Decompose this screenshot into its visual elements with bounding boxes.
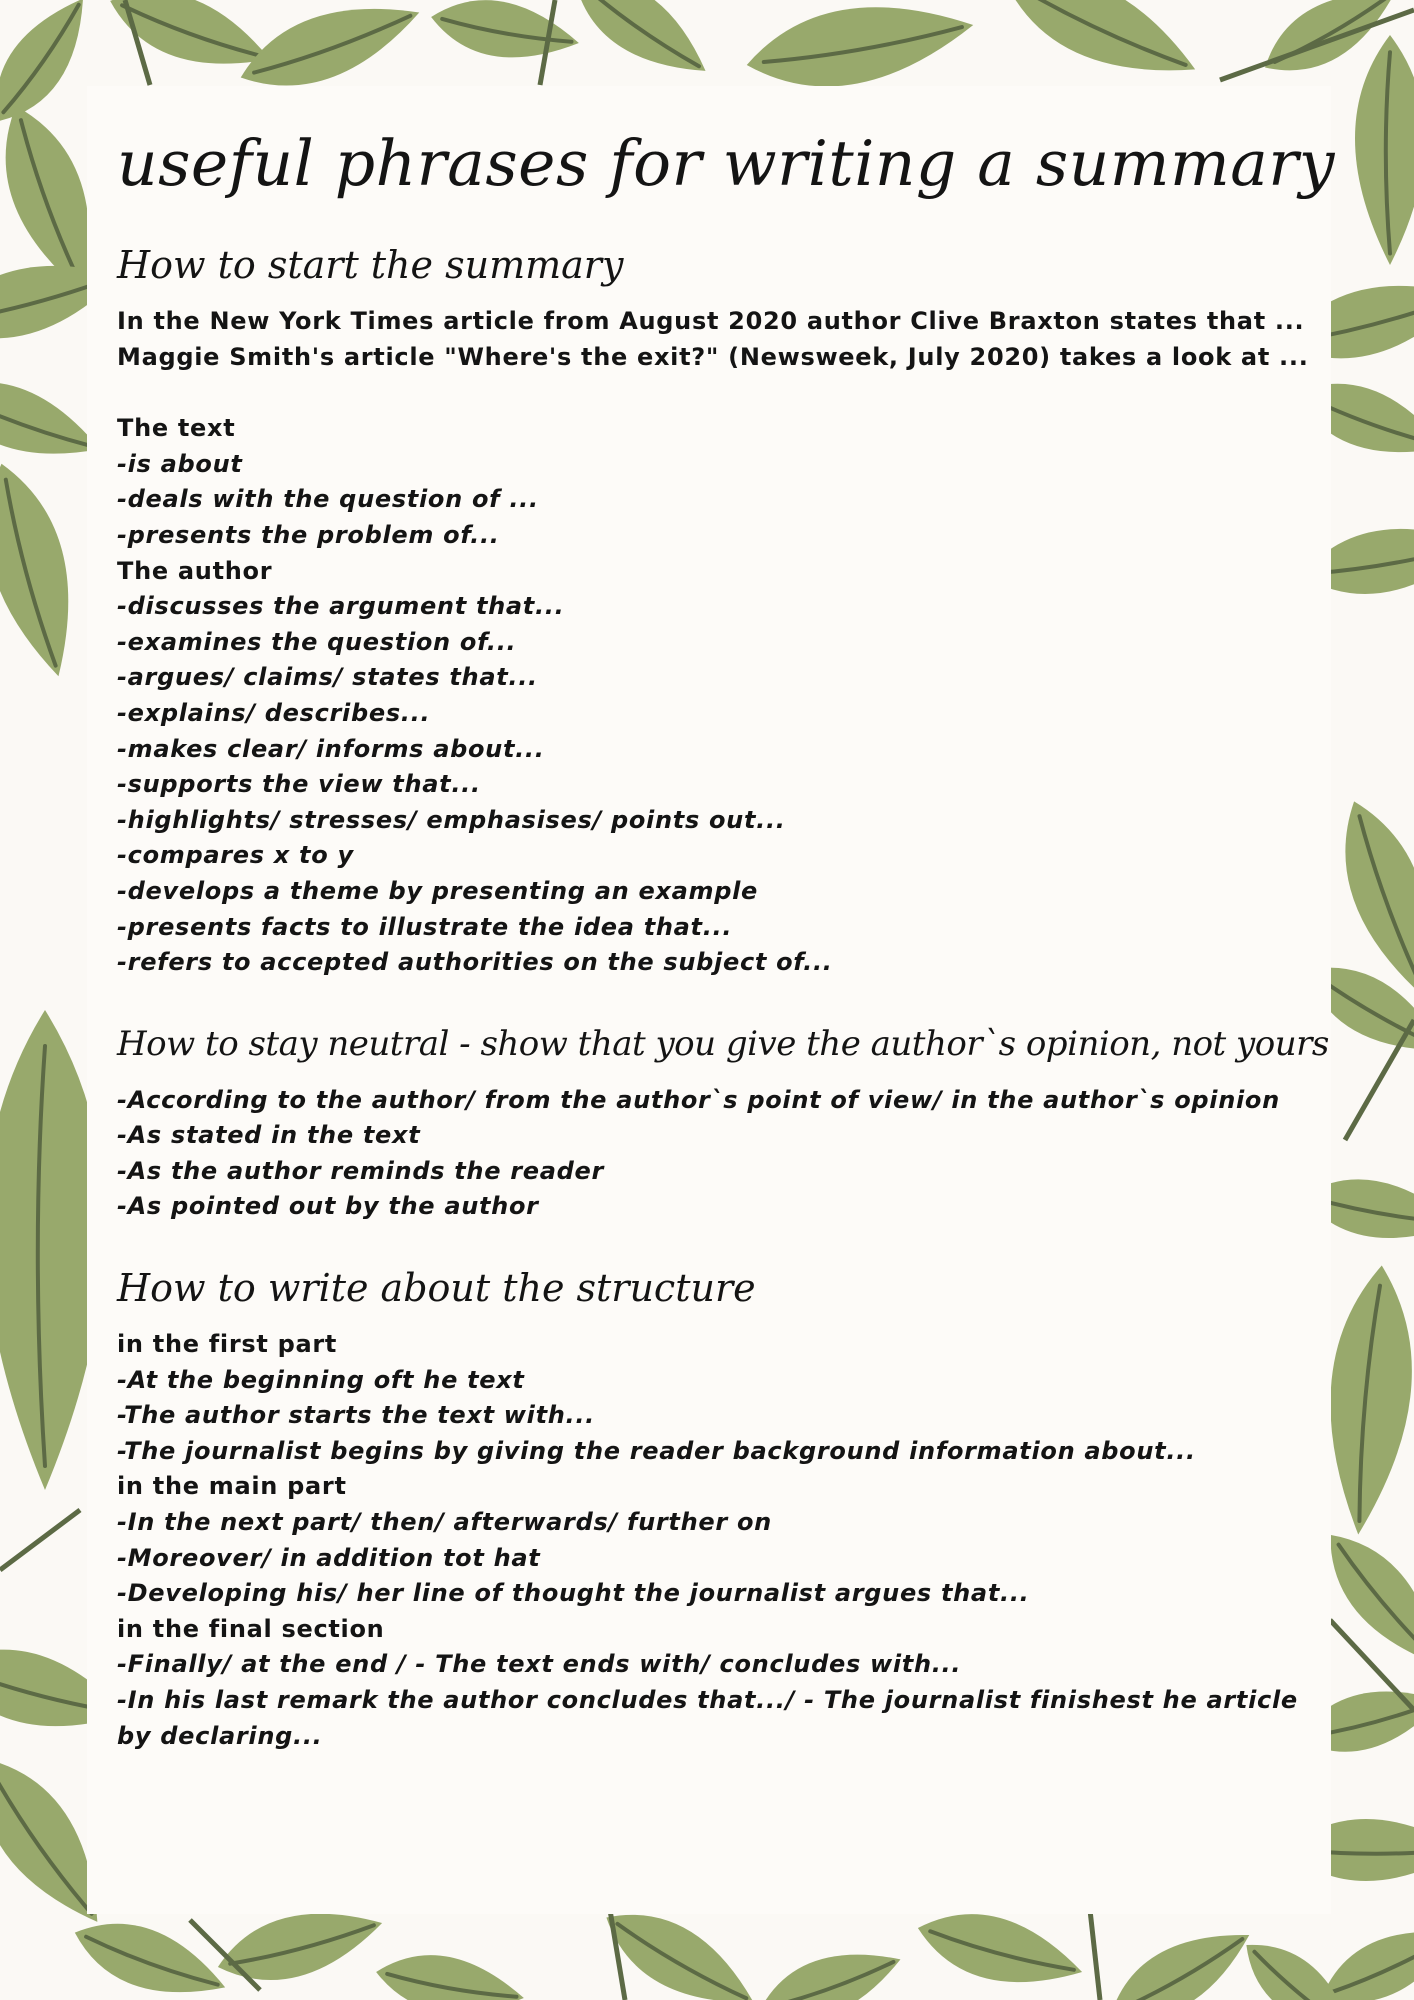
phrase-line: -In the next part/ then/ afterwards/ further on [117, 1508, 772, 1537]
phrase-line: -In his last remark the author concludes that.../ - The journalist finishest he article by declaring... [117, 1686, 1298, 1750]
leaf-stem [0, 1510, 80, 1570]
leaf [750, 1934, 910, 2000]
phrase-line: -The author starts the text with... [117, 1401, 596, 1430]
section-gap [117, 981, 1327, 1015]
section-gap [117, 1225, 1327, 1259]
subheading-line: The author [117, 556, 273, 585]
phrase-line: -compares x to y [117, 841, 354, 870]
section-heading: How to write about the structure [117, 1266, 756, 1311]
leaf [371, 1945, 528, 2000]
phrase-line: -Developing his/ her line of thought the journalist argues that... [117, 1579, 1030, 1608]
leaf [426, 0, 583, 70]
phrase-line: -Moreover/ in addition tot hat [117, 1543, 541, 1572]
leaf [1318, 1262, 1414, 1538]
phrase-line: -highlights/ stresses/ emphasises/ points out... [117, 805, 786, 834]
section-heading: How to stay neutral - show that you give the author`s opinion, not yours [117, 1023, 1329, 1064]
section-heading: How to start the summary [117, 243, 624, 287]
page-title: useful phrases for writing a summary [117, 127, 1336, 200]
phrase-line: -discusses the argument that... [117, 592, 565, 621]
phrase-line: -develops a theme by presenting an example [117, 876, 759, 905]
phrase-line: -supports the view that... [117, 770, 481, 799]
leaf [1355, 35, 1414, 265]
phrase-line: -is about [117, 449, 243, 478]
leaf-stem [1090, 1910, 1100, 2000]
phrase-line: -As pointed out by the author [117, 1192, 539, 1221]
phrase-line: -The journalist begins by giving the reader background information about... [117, 1436, 1196, 1465]
phrase-line: -makes clear/ informs about... [117, 734, 545, 763]
section-start-summary [117, 236, 1327, 981]
subheading-line: in the first part [117, 1330, 338, 1359]
section-stay-neutral [117, 1015, 1327, 1225]
phrase-line: -According to the author/ from the author`s point of view/ in the author`s opinion [117, 1085, 1280, 1114]
content-card [87, 86, 1336, 1914]
phrase-line: -At the beginning oft he text [117, 1365, 525, 1394]
phrase-line: -As stated in the text [117, 1121, 421, 1150]
phrase-line: -presents facts to illustrate the idea that... [117, 912, 733, 941]
leaf [0, 454, 93, 685]
phrase-line: -deals with the question of ... [117, 485, 539, 514]
subheading-line: The text [117, 414, 236, 443]
blank-line [117, 375, 1327, 411]
leaf [558, 0, 722, 95]
phrase-line: -argues/ claims/ states that... [117, 663, 538, 692]
subheading-line: in the main part [117, 1472, 347, 1501]
phrase-line: -As the author reminds the reader [117, 1156, 605, 1185]
phrase-line: -presents the problem of... [117, 520, 500, 549]
phrase-line: -examines the question of... [117, 627, 517, 656]
content-area [117, 114, 1336, 1754]
subheading-line: in the final section [117, 1614, 385, 1643]
phrase-line: In the New York Times article from August 2020 author Clive Braxton states that ... [117, 307, 1305, 335]
phrase-line: -explains/ describes... [117, 698, 431, 727]
phrase-line: -Finally/ at the end / - The text ends with/ concludes with... [117, 1650, 962, 1679]
phrase-line: -refers to accepted authorities on the subject of... [117, 948, 833, 977]
leaf [65, 1905, 235, 2000]
phrase-line: Maggie Smith's article "Where's the exit?" (Newsweek, July 2020) takes a look at ... [117, 342, 1309, 371]
section-structure [117, 1259, 1327, 1754]
leaf [1096, 1910, 1264, 2000]
